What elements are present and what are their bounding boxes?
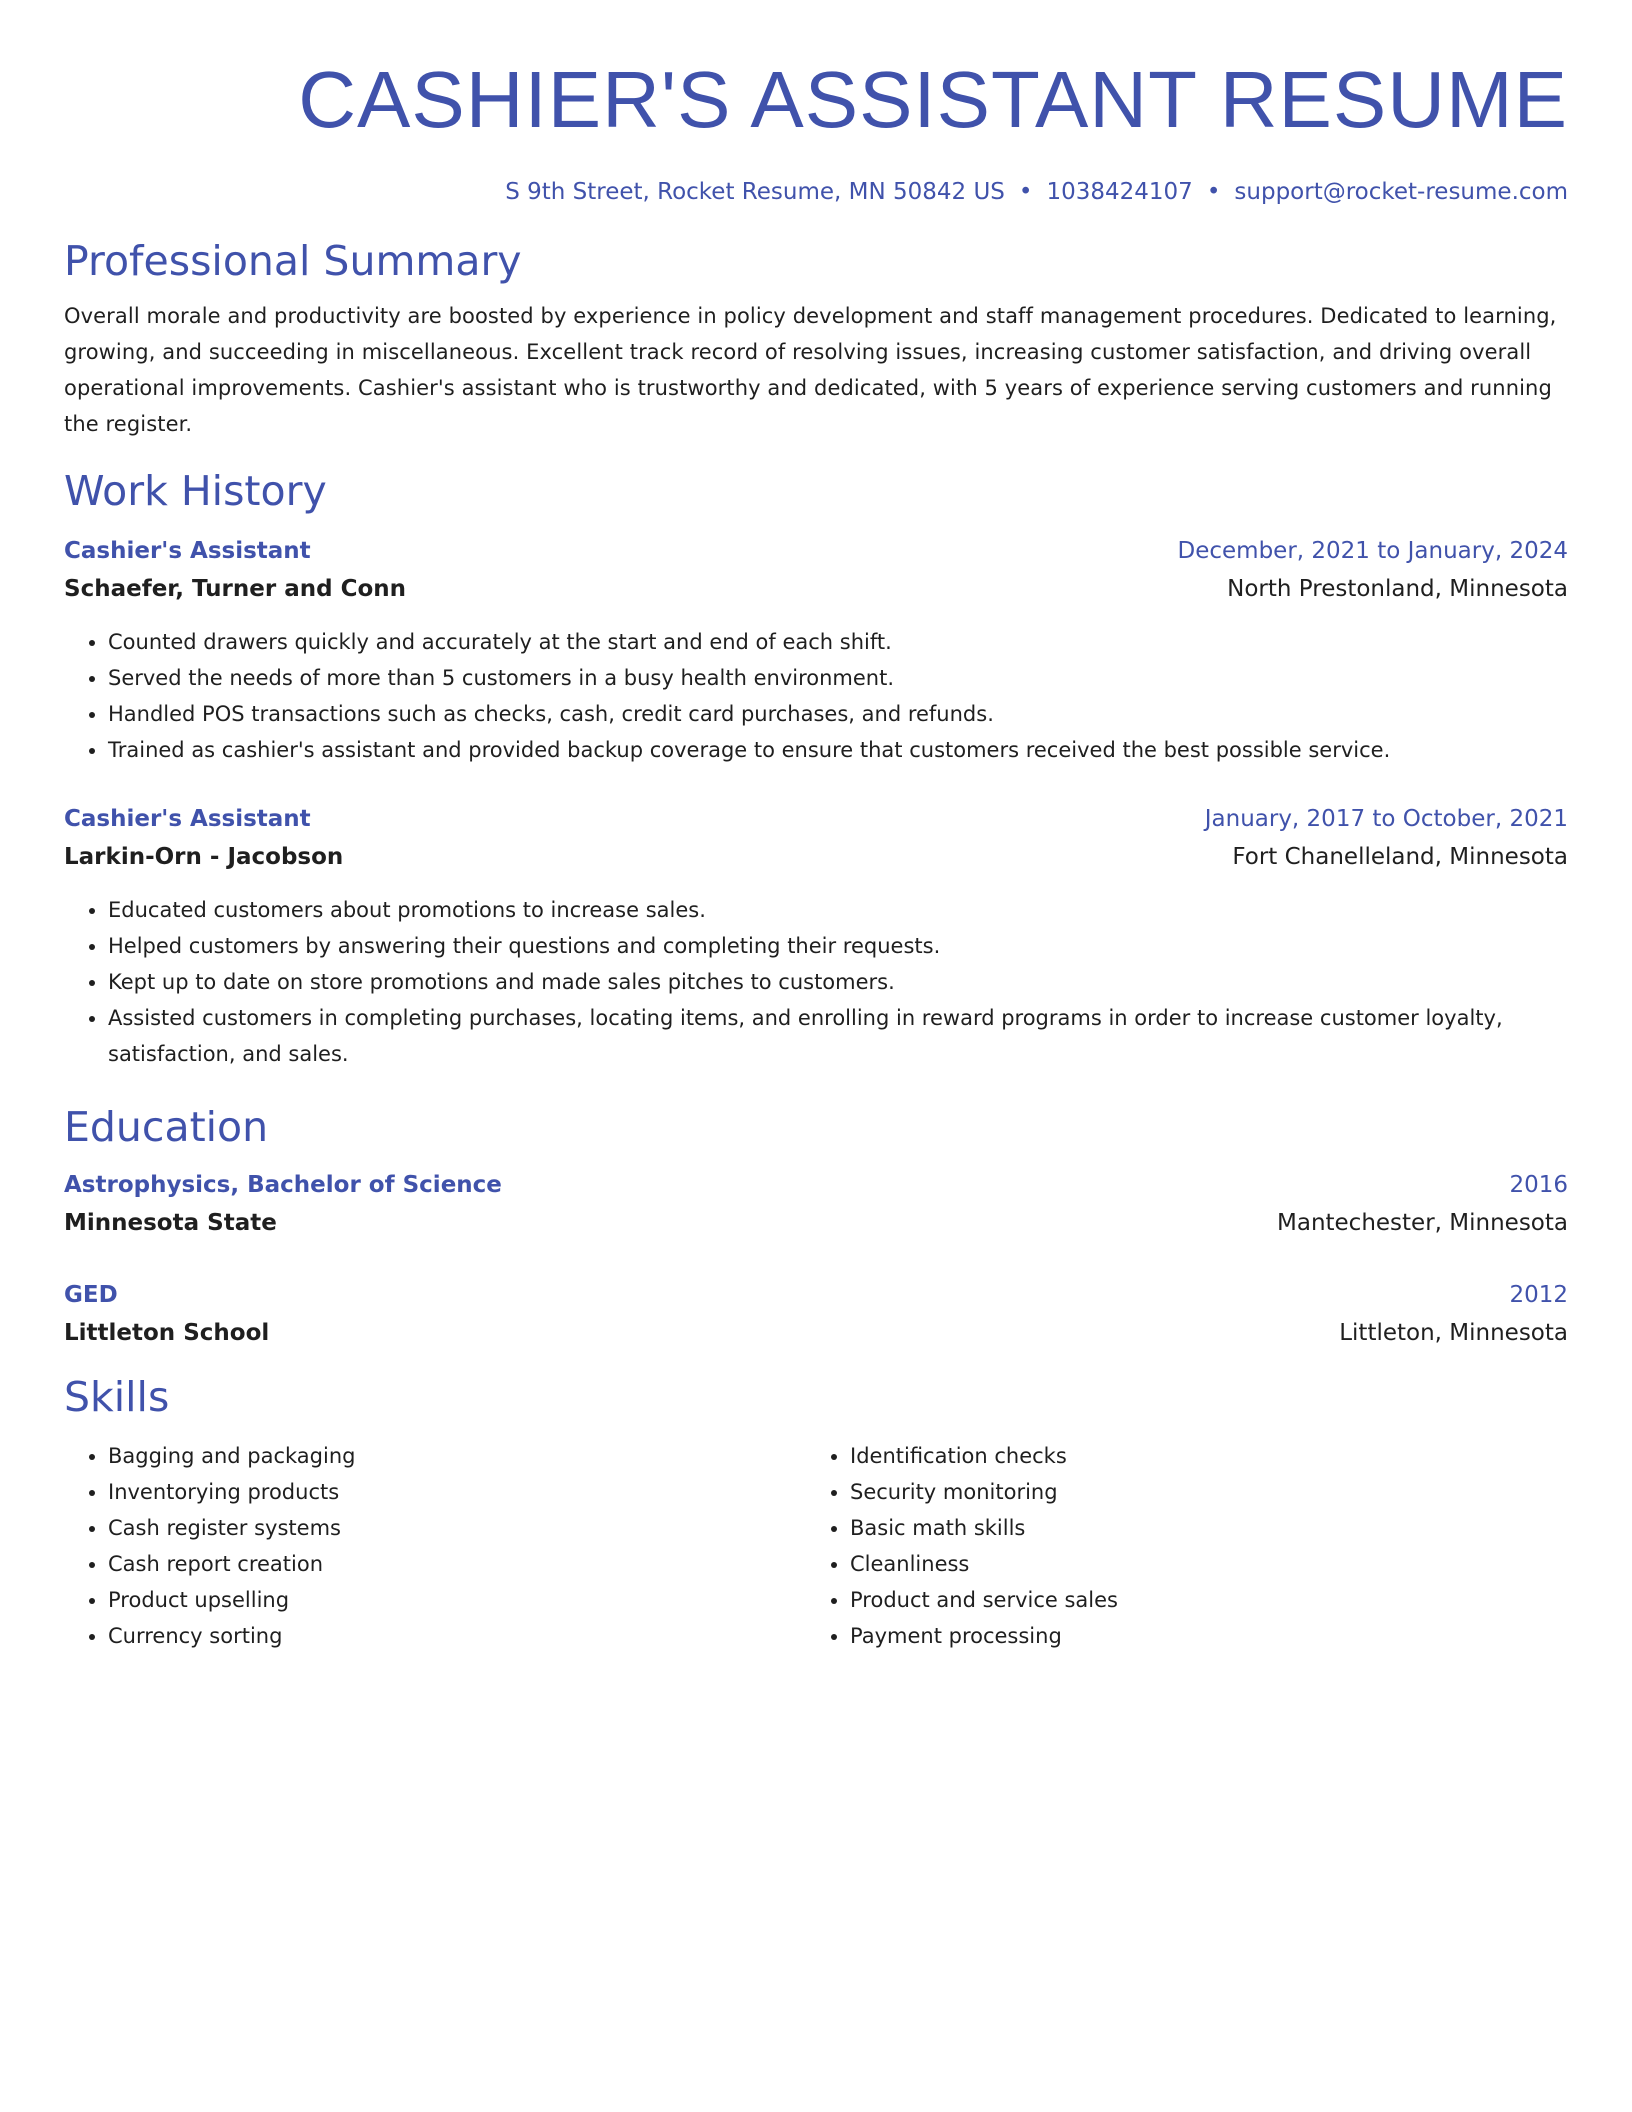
job-company: Schaefer, Turner and Conn (64, 576, 407, 602)
education-location: Mantechester, Minnesota (1277, 1210, 1568, 1236)
skills-heading: Skills (64, 1373, 170, 1421)
education-school: Minnesota State (64, 1210, 277, 1236)
skills-section (64, 1370, 1568, 1654)
job-header (64, 800, 1568, 838)
job-role: Cashier's Assistant (64, 538, 311, 564)
job-location: North Prestonland, Minnesota (1227, 576, 1568, 602)
skill-item: • Product upselling (108, 1582, 806, 1618)
education-section (64, 1100, 1568, 1352)
skill-item: • Product and service sales (850, 1582, 1548, 1618)
job-bullets (64, 624, 1568, 768)
resume-page (64, 50, 1568, 1654)
email-link[interactable]: support@rocket-resume.com (1234, 179, 1568, 205)
education-entry (64, 1276, 1568, 1352)
list-item: • Assisted customers in completing purchases, locating items, and enrolling in reward programs in order to increase customer loyalty, satisfaction, and sales. (108, 1000, 1568, 1072)
job-subheader (64, 838, 1568, 876)
job-bullets (64, 892, 1568, 1072)
education-subheader (64, 1314, 1568, 1352)
education-header (64, 1166, 1568, 1204)
work-history-heading: Work History (64, 467, 327, 515)
job-role: Cashier's Assistant (64, 806, 311, 832)
address: S 9th Street, Rocket Resume, MN 50842 US (505, 179, 1005, 205)
skill-item: • Security monitoring (850, 1474, 1548, 1510)
education-year: 2016 (1509, 1172, 1568, 1198)
job-entry (64, 532, 1568, 768)
list-item: • Educated customers about promotions to increase sales. (108, 892, 1568, 928)
list-item: • Helped customers by answering their questions and completing their requests. (108, 928, 1568, 964)
job-dates: January, 2017 to October, 2021 (1204, 806, 1568, 832)
skill-item: • Currency sorting (108, 1618, 806, 1654)
skill-item: • Basic math skills (850, 1510, 1548, 1546)
skills-list-left (64, 1438, 806, 1654)
education-subheader (64, 1204, 1568, 1242)
list-item: • Handled POS transactions such as checks, cash, credit card purchases, and refunds. (108, 696, 1568, 732)
separator-dot: • (1206, 179, 1221, 205)
education-heading: Education (64, 1103, 269, 1151)
skill-item: • Cleanliness (850, 1546, 1548, 1582)
job-subheader (64, 570, 1568, 608)
skill-item: • Cash report creation (108, 1546, 806, 1582)
skill-item: • Cash register systems (108, 1510, 806, 1546)
summary-section (64, 234, 1568, 442)
job-dates: December, 2021 to January, 2024 (1177, 538, 1568, 564)
job-company: Larkin-Orn - Jacobson (64, 844, 344, 870)
resume-title: CASHIER'S ASSISTANT RESUME (298, 55, 1568, 144)
list-item: • Kept up to date on store promotions and made sales pitches to customers. (108, 964, 1568, 1000)
education-entry (64, 1166, 1568, 1242)
work-history-section (64, 464, 1568, 1072)
list-item: • Counted drawers quickly and accurately at the start and end of each shift. (108, 624, 1568, 660)
job-header (64, 532, 1568, 570)
education-school: Littleton School (64, 1320, 270, 1346)
contact-line (64, 176, 1568, 208)
skill-item: • Inventorying products (108, 1474, 806, 1510)
list-item: • Served the needs of more than 5 customers in a busy health environment. (108, 660, 1568, 696)
job-location: Fort Chanelleland, Minnesota (1232, 844, 1568, 870)
education-location: Littleton, Minnesota (1339, 1320, 1568, 1346)
summary-heading: Professional Summary (64, 237, 522, 285)
education-year: 2012 (1509, 1282, 1568, 1308)
skill-item: • Bagging and packaging (108, 1438, 806, 1474)
phone: 1038424107 (1046, 179, 1193, 205)
separator-dot: • (1018, 179, 1033, 205)
list-item: • Trained as cashier's assistant and provided backup coverage to ensure that customers received the best possible service. (108, 732, 1568, 768)
education-header (64, 1276, 1568, 1314)
job-entry (64, 800, 1568, 1072)
skill-item: • Identification checks (850, 1438, 1548, 1474)
skills-list-right (806, 1438, 1548, 1654)
education-degree: Astrophysics, Bachelor of Science (64, 1172, 502, 1198)
education-degree: GED (64, 1282, 118, 1308)
skill-item: • Payment processing (850, 1618, 1548, 1654)
skills-columns (64, 1438, 1568, 1654)
summary-text: Overall morale and productivity are boosted by experience in policy development and staff management procedures. Dedicated to learning, growing, and succeeding in miscellaneous. Excellent track record of resolving issues, increasing customer satisfaction, and driving overall operational improvements. Cashier's assistant who is trustworthy and dedicated, with 5 years of experience serving customers and running the register. (64, 304, 1557, 436)
